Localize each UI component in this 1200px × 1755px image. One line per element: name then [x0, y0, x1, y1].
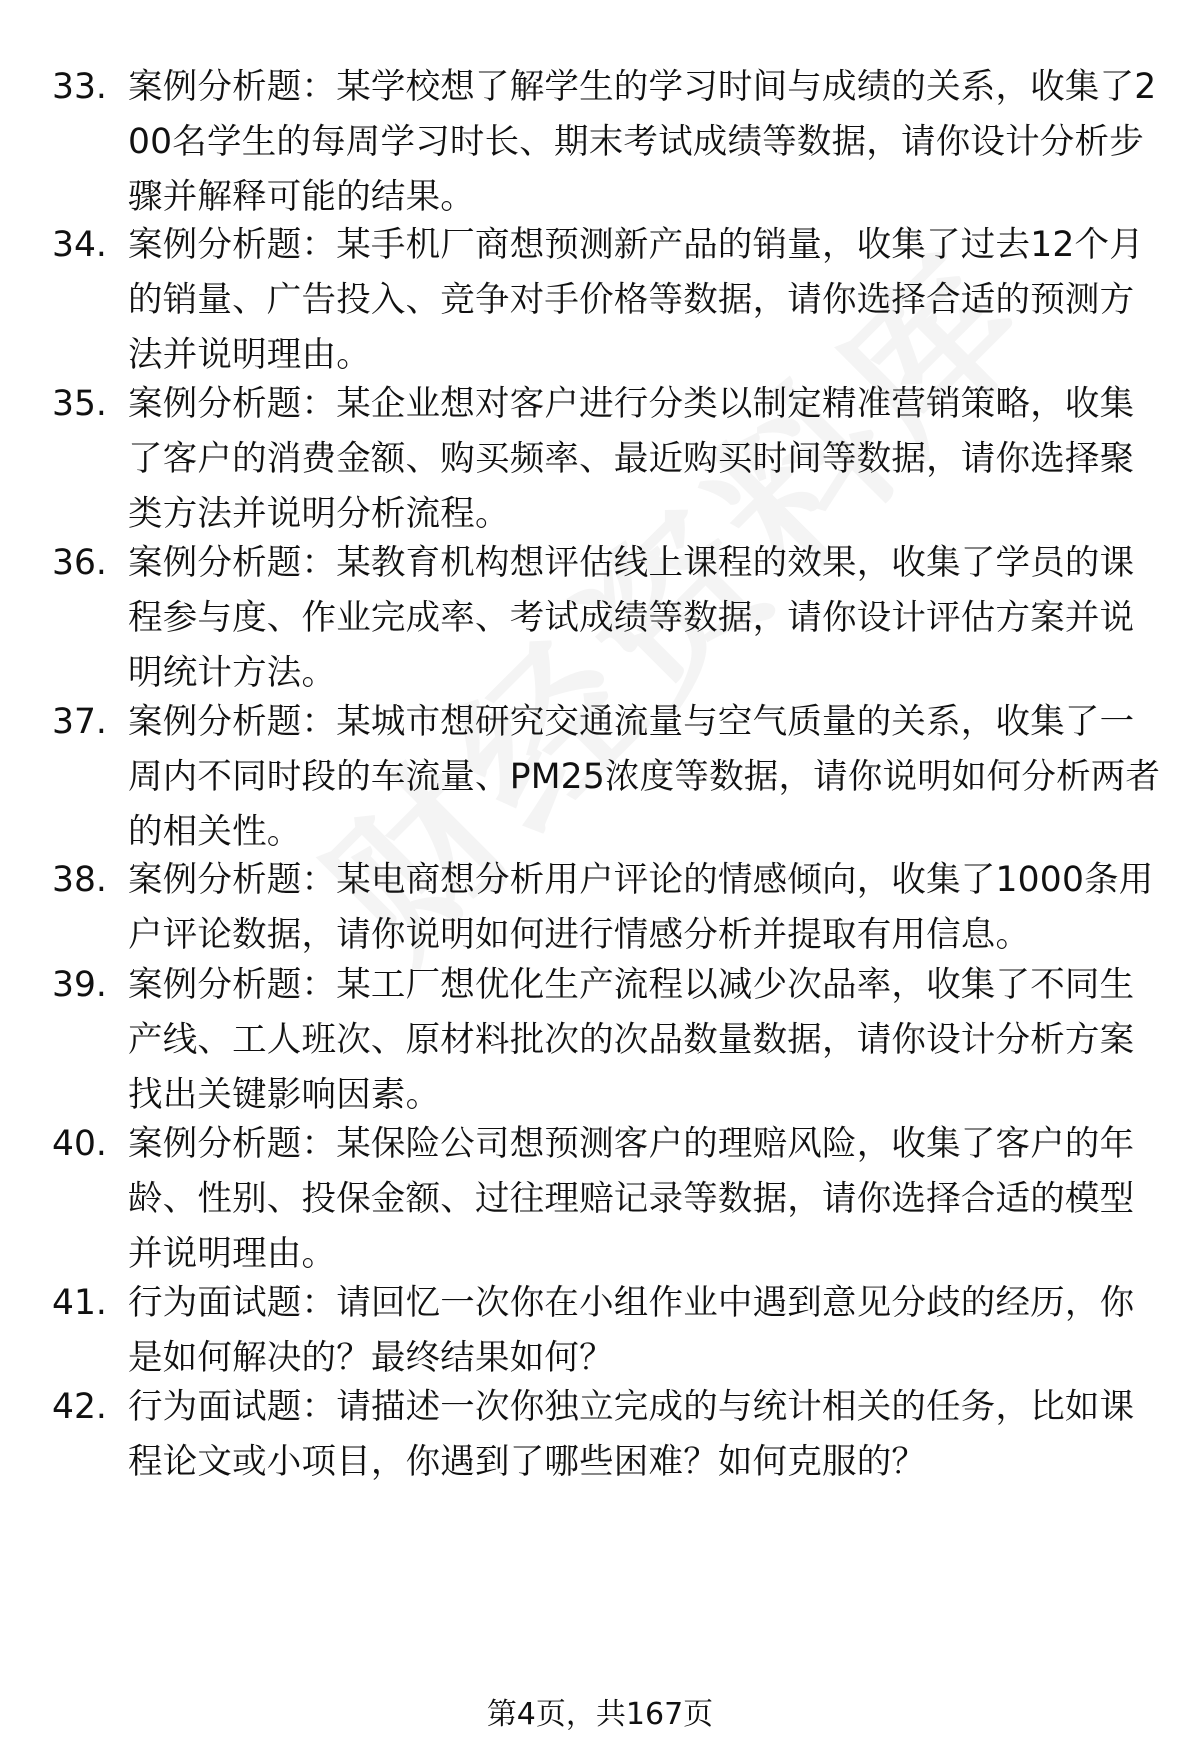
- question-text: 行为面试题：请回忆一次你在小组作业中遇到意见分歧的经历，你是如何解决的？最终结果如何？: [128, 1283, 1135, 1378]
- question-item: [52, 60, 1162, 225]
- question-item: [52, 218, 1162, 383]
- question-number: 37.: [52, 702, 107, 742]
- question-number: 35.: [52, 384, 107, 424]
- question-item: [52, 853, 1162, 963]
- question-text: 案例分析题：某学校想了解学生的学习时间与成绩的关系，收集了200名学生的每周学习时长、期末考试成绩等数据，请你设计分析步骤并解释可能的结果。: [128, 67, 1157, 217]
- question-number: 33.: [52, 67, 107, 107]
- question-item: [52, 377, 1162, 542]
- question-number: 36.: [52, 543, 107, 583]
- question-item: [52, 536, 1162, 701]
- question-text: 案例分析题：某保险公司想预测客户的理赔风险，收集了客户的年龄、性别、投保金额、过往理赔记录等数据，请你选择合适的模型并说明理由。: [128, 1124, 1135, 1274]
- question-text: 案例分析题：某城市想研究交通流量与空气质量的关系，收集了一周内不同时段的车流量、PM25浓度等数据，请你说明如何分析两者的相关性。: [128, 702, 1161, 852]
- question-text: 案例分析题：某电商想分析用户评论的情感倾向，收集了1000条用户评论数据，请你说明如何进行情感分析并提取有用信息。: [128, 860, 1154, 955]
- question-number: 39.: [52, 965, 107, 1005]
- question-text: 案例分析题：某教育机构想评估线上课程的效果，收集了学员的课程参与度、作业完成率、考试成绩等数据，请你设计评估方案并说明统计方法。: [128, 543, 1135, 693]
- page-number: 第4页，共167页: [486, 1697, 714, 1732]
- question-number: 40.: [52, 1124, 107, 1164]
- question-text: 行为面试题：请描述一次你独立完成的与统计相关的任务，比如课程论文或小项目，你遇到了哪些困难？如何克服的？: [128, 1387, 1135, 1482]
- question-item: [52, 1276, 1162, 1386]
- question-item: [52, 1380, 1162, 1490]
- question-text: 案例分析题：某手机厂商想预测新产品的销量，收集了过去12个月的销量、广告投入、竞争对手价格等数据，请你选择合适的预测方法并说明理由。: [128, 225, 1144, 375]
- question-item: [52, 958, 1162, 1123]
- question-number: 34.: [52, 225, 107, 265]
- question-item: [52, 695, 1162, 860]
- question-text: 案例分析题：某工厂想优化生产流程以减少次品率，收集了不同生产线、工人班次、原材料批次的次品数量数据，请你设计分析方案找出关键影响因素。: [128, 965, 1135, 1115]
- page-footer: [0, 1695, 1200, 1735]
- question-text: 案例分析题：某企业想对客户进行分类以制定精准营销策略，收集了客户的消费金额、购买频率、最近购买时间等数据，请你选择聚类方法并说明分析流程。: [128, 384, 1135, 534]
- question-item: [52, 1117, 1162, 1282]
- question-number: 42.: [52, 1387, 107, 1427]
- question-number: 38.: [52, 860, 107, 900]
- question-number: 41.: [52, 1283, 107, 1323]
